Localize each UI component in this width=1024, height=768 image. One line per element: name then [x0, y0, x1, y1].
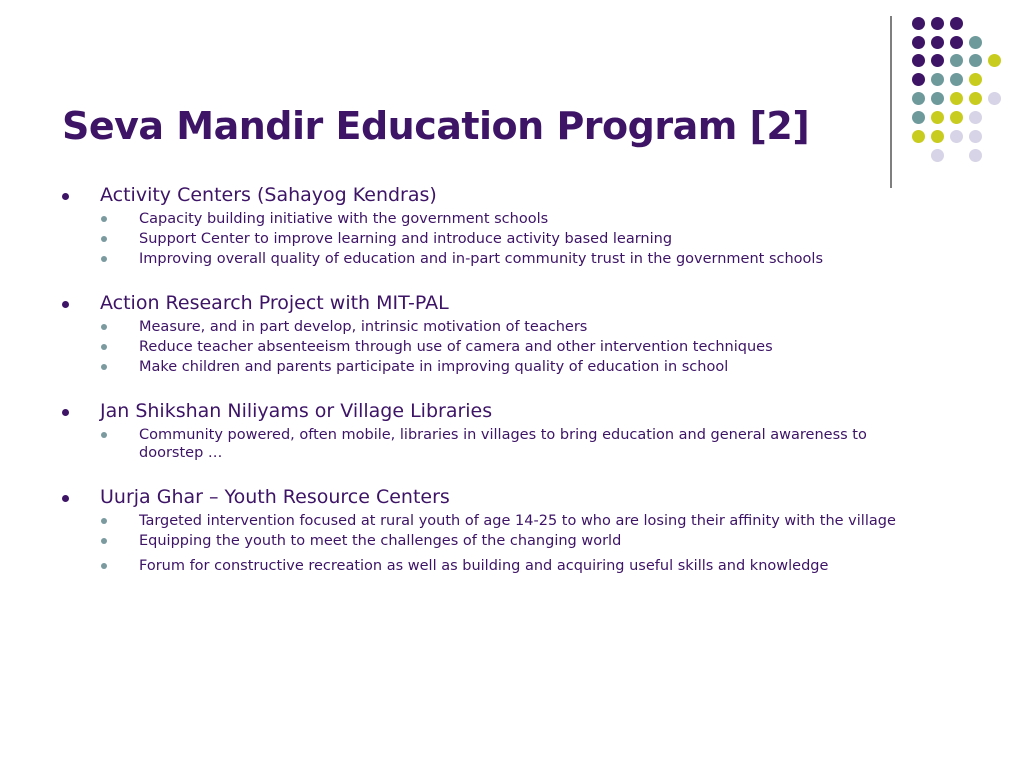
bullet-heading — [62, 182, 962, 208]
dot — [931, 54, 944, 67]
decorative-dot-grid — [0, 0, 1024, 200]
dot — [988, 54, 1001, 67]
sub-bullet — [62, 230, 962, 248]
bullet-section — [62, 182, 962, 268]
bullet-heading-text: Uurja Ghar – Youth Resource Centers — [100, 486, 450, 508]
dot — [931, 111, 944, 124]
sub-bullet-dot-icon — [101, 344, 107, 350]
dot — [969, 111, 982, 124]
sub-bullet-text: Equipping the youth to meet the challenges of the changing world — [139, 533, 622, 549]
sub-bullet — [62, 426, 929, 462]
bullet-heading — [62, 398, 962, 424]
bullet-section — [62, 398, 962, 462]
dot — [950, 73, 963, 86]
dot — [950, 92, 963, 105]
sub-bullet-dot-icon — [101, 518, 107, 524]
bullet-list — [62, 182, 962, 597]
sub-bullet-dot-icon — [101, 538, 107, 544]
dot — [912, 111, 925, 124]
dot — [969, 149, 982, 162]
slide-title: Seva Mandir Education Program [2] — [62, 104, 810, 148]
bullet-heading-text: Activity Centers (Sahayog Kendras) — [100, 184, 437, 206]
dot — [931, 36, 944, 49]
sub-bullet — [62, 338, 962, 356]
bullet-dot-icon — [62, 193, 69, 200]
dot — [912, 92, 925, 105]
dot — [912, 130, 925, 143]
dot — [912, 73, 925, 86]
dot — [931, 73, 944, 86]
sub-bullet — [62, 250, 962, 268]
dot — [912, 17, 925, 30]
sub-bullet-dot-icon — [101, 364, 107, 370]
sub-bullet-text: Capacity building initiative with the government schools — [139, 211, 549, 227]
sub-bullet-text: Community powered, often mobile, libraries in villages to bring education and general awareness to doorstep … — [139, 427, 867, 461]
bullet-heading-text: Jan Shikshan Niliyams or Village Libraries — [100, 400, 493, 422]
bullet-heading — [62, 484, 962, 510]
dot — [969, 36, 982, 49]
sub-bullet-dot-icon — [101, 563, 107, 569]
bullet-section — [62, 484, 962, 575]
sub-bullet — [62, 512, 962, 530]
sub-bullet-dot-icon — [101, 432, 107, 438]
sub-bullet — [62, 358, 962, 376]
dot — [931, 130, 944, 143]
sub-bullet-text: Forum for constructive recreation as well as building and acquiring useful skills and knowledge — [139, 558, 829, 574]
dot — [931, 149, 944, 162]
bullet-heading-text: Action Research Project with MIT-PAL — [100, 292, 449, 314]
bullet-section — [62, 290, 962, 376]
bullet-heading — [62, 290, 962, 316]
bullet-dot-icon — [62, 409, 69, 416]
dot — [969, 73, 982, 86]
dot — [988, 92, 1001, 105]
bullet-dot-icon — [62, 495, 69, 502]
sub-bullet-text: Targeted intervention focused at rural youth of age 14-25 to who are losing their affinity with the village — [139, 513, 896, 529]
sub-bullet-text: Reduce teacher absenteeism through use of camera and other intervention techniques — [139, 339, 773, 355]
sub-bullet — [62, 210, 962, 228]
sub-bullet — [62, 532, 962, 550]
dot — [969, 130, 982, 143]
sub-bullet — [62, 557, 962, 575]
dot — [931, 92, 944, 105]
sub-bullet-text: Improving overall quality of education and in-part community trust in the government schools — [139, 251, 823, 267]
dot — [912, 36, 925, 49]
dot — [950, 111, 963, 124]
dot — [950, 36, 963, 49]
dot — [969, 54, 982, 67]
sub-bullet — [62, 318, 962, 336]
sub-bullet-dot-icon — [101, 216, 107, 222]
dot — [950, 17, 963, 30]
sub-bullet-text: Support Center to improve learning and introduce activity based learning — [139, 231, 673, 247]
sub-bullet-dot-icon — [101, 324, 107, 330]
sub-bullet-dot-icon — [101, 236, 107, 242]
dot — [969, 92, 982, 105]
bullet-dot-icon — [62, 301, 69, 308]
dot — [912, 54, 925, 67]
sub-bullet-text: Measure, and in part develop, intrinsic motivation of teachers — [139, 319, 588, 335]
dot — [950, 130, 963, 143]
sub-bullet-text: Make children and parents participate in improving quality of education in school — [139, 359, 729, 375]
dot — [950, 54, 963, 67]
dot — [931, 17, 944, 30]
sub-bullet-dot-icon — [101, 256, 107, 262]
